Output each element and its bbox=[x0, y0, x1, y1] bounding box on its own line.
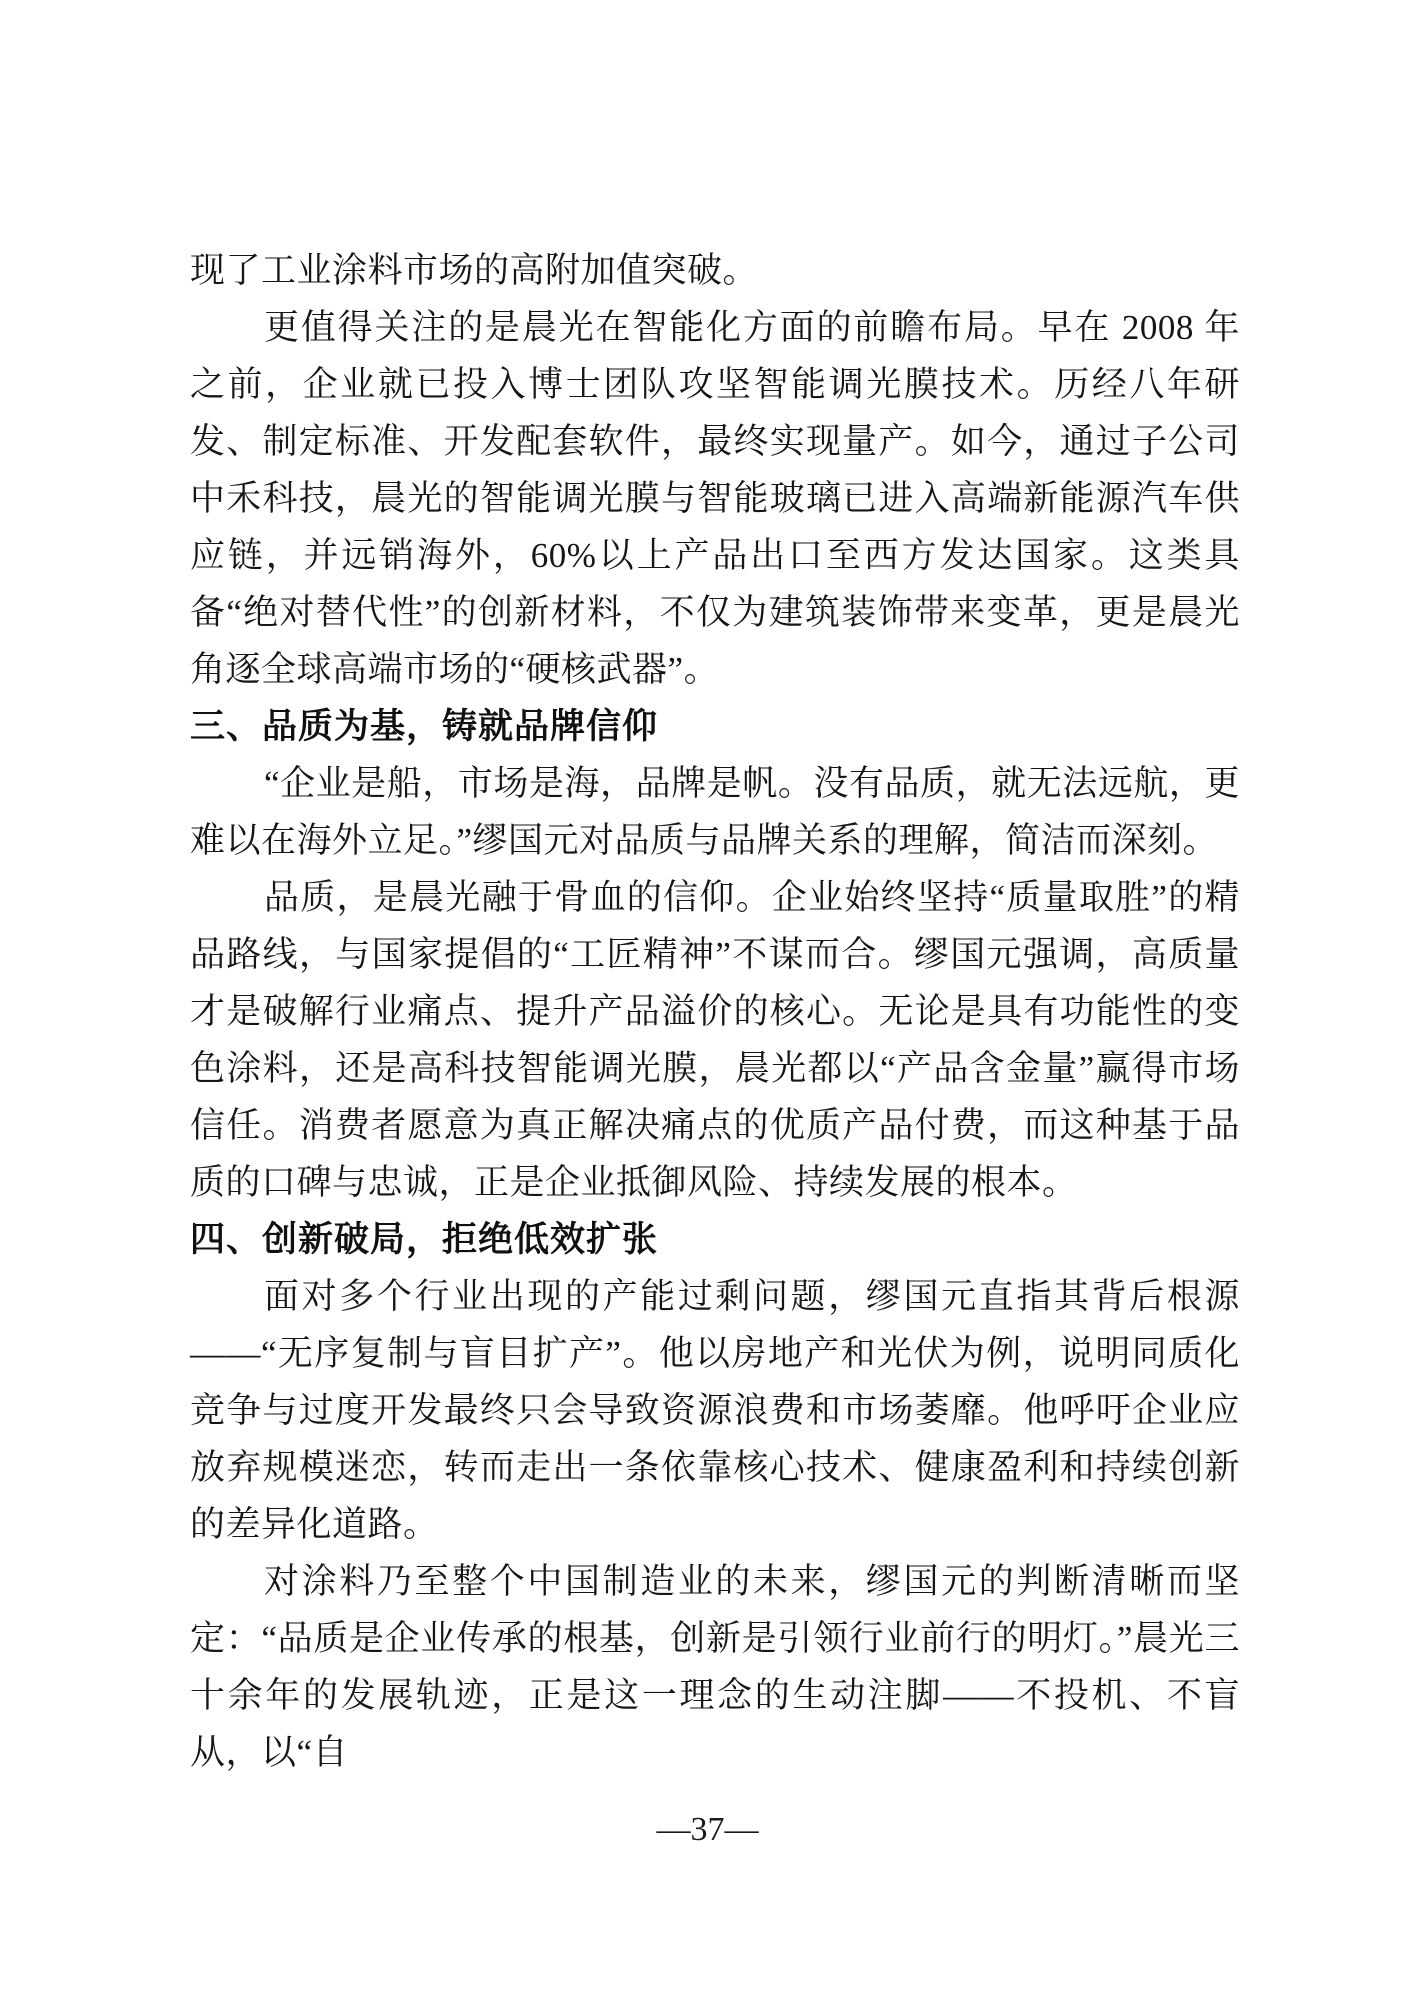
text-body bbox=[190, 242, 1240, 1781]
paragraph: 品质，是晨光融于骨血的信仰。企业始终坚持“质量取胜”的精品路线，与国家提倡的“工匠精神”不谋而合。缪国元强调，高质量才是破解行业痛点、提升产品溢价的核心。无论是具有功能性的变色涂料，还是高科技智能调光膜，晨光都以“产品含金量”赢得市场信任。消费者愿意为真正解决痛点的优质产品付费，而这种基于品质的口碑与忠诚，正是企业抵御风险、持续发展的根本。 bbox=[190, 878, 1240, 1202]
paragraph: “企业是船，市场是海，品牌是帆。没有品质，就无法远航，更难以在海外立足。”缪国元对品质与品牌关系的理解，简洁而深刻。 bbox=[190, 764, 1240, 860]
paragraph: 面对多个行业出现的产能过剩问题，缪国元直指其背后根源——“无序复制与盲目扩产”。他以房地产和光伏为例，说明同质化竞争与过度开发最终只会导致资源浪费和市场萎靡。他呼吁企业应放弃规模迷恋，转而走出一条依靠核心技术、健康盈利和持续创新的差异化道路。 bbox=[190, 1277, 1240, 1544]
section-heading: 三、品质为基，铸就品牌信仰 bbox=[190, 707, 659, 746]
paragraph: 现了工业涂料市场的高附加值突破。 bbox=[190, 251, 759, 290]
paragraph: 更值得关注的是晨光在智能化方面的前瞻布局。早在 2008 年之前，企业就已投入博士团队攻坚智能调光膜技术。历经八年研发、制定标准、开发配套软件，最终实现量产。如今，通过子公司中禾科技，晨光的智能调光膜与智能玻璃已进入高端新能源汽车供应链，并远销海外，60%以上产品出口至西方发达国家。这类具备“绝对替代性”的创新材料，不仅为建筑装饰带来变革，更是晨光角逐全球高端市场的“硬核武器”。 bbox=[190, 308, 1240, 689]
page-number: —37— bbox=[656, 1811, 759, 1848]
section-heading: 四、创新破局，拒绝低效扩张 bbox=[190, 1220, 659, 1259]
paragraph: 对涂料乃至整个中国制造业的未来，缪国元的判断清晰而坚定：“品质是企业传承的根基，创新是引领行业前行的明灯。”晨光三十余年的发展轨迹，正是这一理念的生动注脚——不投机、不盲从，以“自 bbox=[190, 1562, 1240, 1772]
